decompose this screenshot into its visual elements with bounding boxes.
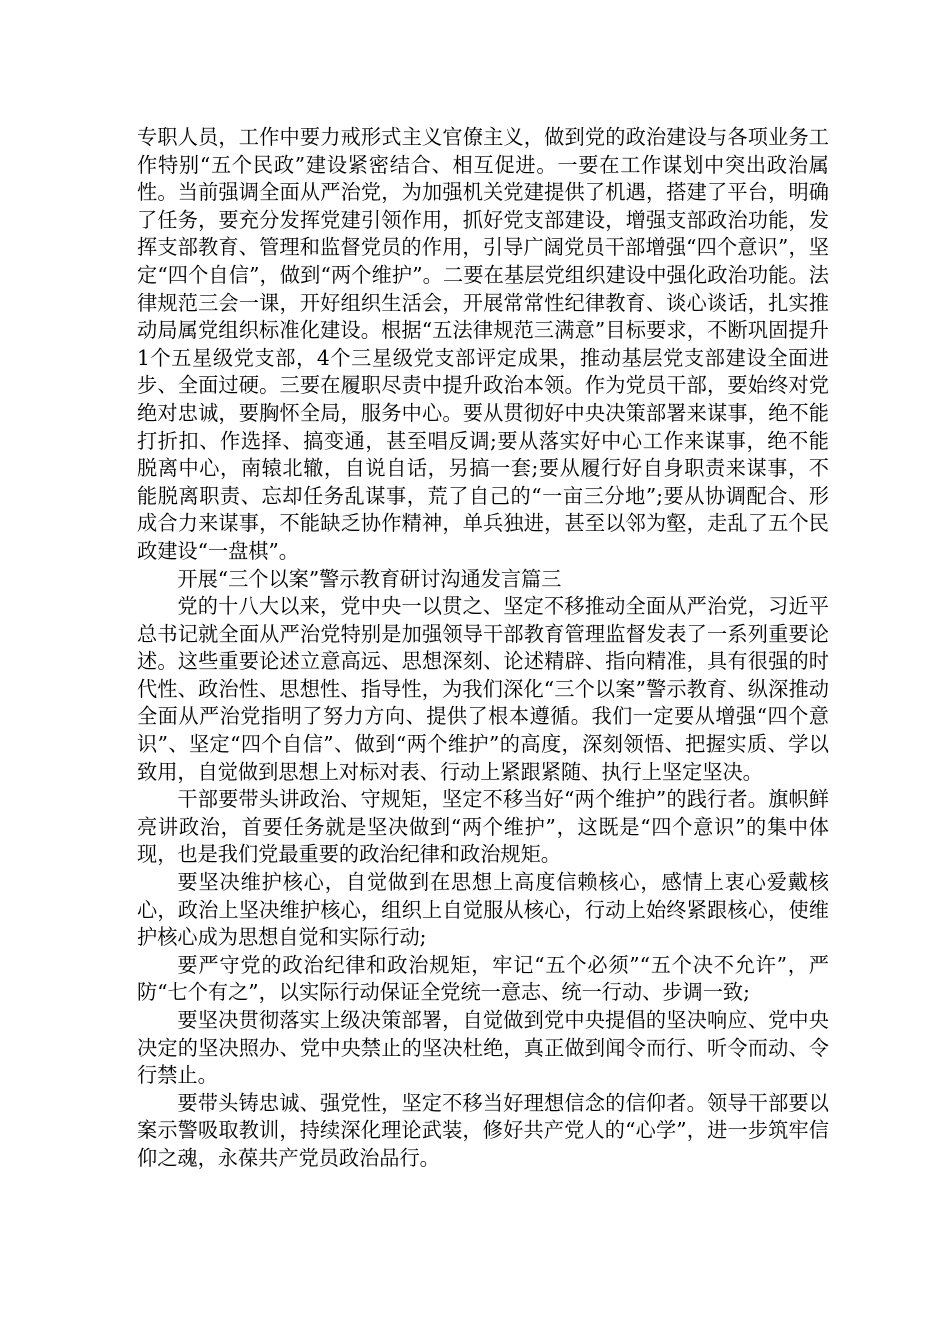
paragraph-6: 要严守党的政治纪律和政治规矩，牢记“五个必须”“五个决不允许”，严防“七个有之”，以实际行动保证全党统一意志、统一行动、步调一致; <box>137 952 829 1005</box>
document-page <box>137 124 829 1173</box>
section-heading: 开展“三个以案”警示教育研讨沟通发言篇三 <box>177 566 562 591</box>
paragraph-7: 要坚决贯彻落实上级决策部署，自觉做到党中央提倡的坚决响应、党中央决定的坚决照办、党中央禁止的坚决杜绝，真正做到闻令而行、听令而动、令行禁止。 <box>137 1008 829 1088</box>
paragraph-3: 党的十八大以来，党中央一以贯之、坚定不移推动全面从严治党，习近平总书记就全面从严治党特别是加强领导干部教育管理监督发表了一系列重要论述。这些重要论述立意高远、思想深刻、论述精辟、指向精准，具有很强的时代性、政治性、思想性、指导性，为我们深化“三个以案”警示教育、纵深推动全面从严治党指明了努力方向、提供了根本遵循。我们一定要从增强“四个意识”、坚定“四个自信”、做到“两个维护”的高度，深刻领悟、把握实质、学以致用，自觉做到思想上对标对表、行动上紧跟紧随、执行上坚定坚决。 <box>137 594 829 784</box>
paragraph-4: 干部要带头讲政治、守规矩，坚定不移当好“两个维护”的践行者。旗帜鲜亮讲政治，首要任务就是坚决做到“两个维护”，这既是“四个意识”的集中体现，也是我们党最重要的政治纪律和政治规矩。 <box>137 787 829 867</box>
paragraph-1: 专职人员，工作中要力戒形式主义官僚主义，做到党的政治建设与各项业务工作特别“五个民政”建设紧密结合、相互促进。一要在工作谋划中突出政治属性。当前强调全面从严治党，为加强机关党建提供了机遇，搭建了平台，明确了任务，要充分发挥党建引领作用，抓好党支部建设，增强支部政治功能，发挥支部教育、管理和监督党员的作用，引导广阔党员干部增强“四个意识”，坚定“四个自信”，做到“两个维护”。二要在基层党组织建设中强化政治功能。法律规范三会一课，开好组织生活会，开展常常性纪律教育、谈心谈话，扎实推动局属党组织标准化建设。根据“五法律规范三满意”目标要求，不断巩固提升1个五星级党支部，4个三星级党支部评定成果，推动基层党支部建设全面进步、全面过硬。三要在履职尽责中提升政治本领。作为党员干部，要始终对党绝对忠诚，要胸怀全局，服务中心。要从贯彻好中央决策部署来谋事，绝不能打折扣、作选择、搞变通，甚至唱反调;要从落实好中心工作来谋事，绝不能脱离中心，南辕北辙，自说自话，另搞一套;要从履行好自身职责来谋事，不能脱离职责、忘却任务乱谋事，荒了自己的“一亩三分地”;要从协调配合、形成合力来谋事，不能缺乏协作精神，单兵独进，甚至以邻为壑，走乱了五个民政建设“一盘棋”。 <box>137 125 829 563</box>
paragraph-8: 要带头铸忠诚、强党性，坚定不移当好理想信念的信仰者。领导干部要以案示警吸取教训，持续深化理论武装，修好共产党人的“心学”，进一步筑牢信仰之魂，永葆共产党员政治品行。 <box>137 1090 829 1170</box>
paragraph-5: 要坚决维护核心，自觉做到在思想上高度信赖核心，感情上衷心爱戴核心，政治上坚决维护核心，组织上自觉服从核心，行动上始终紧跟核心，使维护核心成为思想自觉和实际行动; <box>137 870 829 950</box>
